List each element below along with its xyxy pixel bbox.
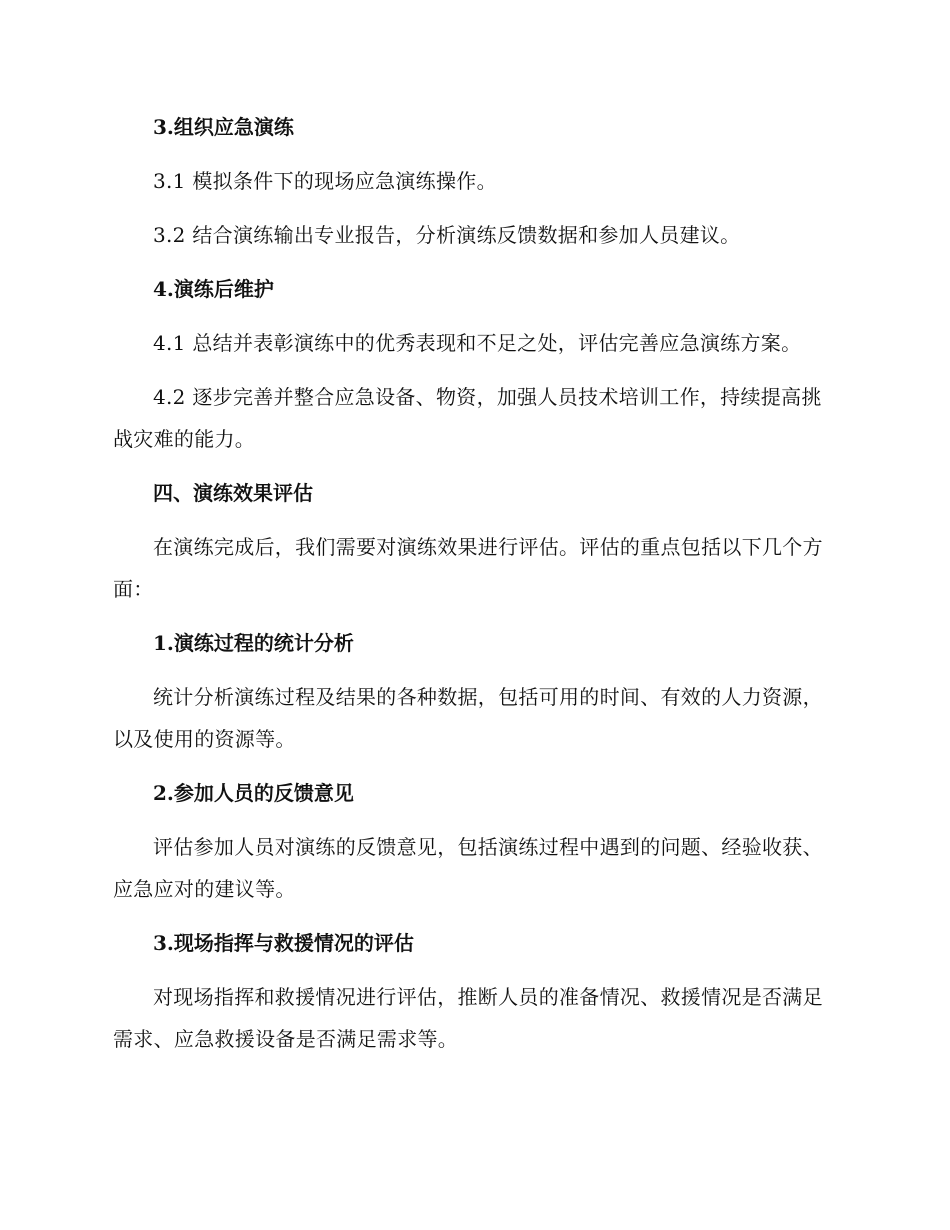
paragraph-4-1: 4.1 总结并表彰演练中的优秀表现和不足之处，评估完善应急演练方案。	[153, 331, 802, 355]
section-heading-post-drill-maintenance: 4.演练后维护	[153, 277, 274, 301]
document-body	[113, 106, 838, 1072]
paragraph-evaluation-intro: 在演练完成后，我们需要对演练效果进行评估。评估的重点包括以下几个方面：	[113, 535, 823, 601]
paragraph-participant-feedback: 评估参加人员对演练的反馈意见，包括演练过程中遇到的问题、经验收获、应急应对的建议等。	[113, 835, 823, 901]
paragraph-4-2: 4.2 逐步完善并整合应急设备、物资，加强人员技术培训工作，持续提高挑战灾难的能力。	[113, 385, 822, 451]
section-heading-drill-evaluation: 四、演练效果评估	[153, 481, 313, 505]
section-heading-command-rescue-evaluation: 3.现场指挥与救援情况的评估	[153, 931, 414, 955]
section-heading-statistical-analysis: 1.演练过程的统计分析	[153, 631, 354, 655]
paragraph-command-rescue-evaluation: 对现场指挥和救援情况进行评估，推断人员的准备情况、救援情况是否满足需求、应急救援设备是否满足需求等。	[113, 985, 823, 1051]
section-heading-organize-drill: 3.组织应急演练	[153, 115, 294, 139]
section-heading-participant-feedback: 2.参加人员的反馈意见	[153, 781, 354, 805]
paragraph-3-2: 3.2 结合演练输出专业报告，分析演练反馈数据和参加人员建议。	[153, 223, 741, 247]
paragraph-statistical-analysis: 统计分析演练过程及结果的各种数据，包括可用的时间、有效的人力资源，以及使用的资源等。	[113, 685, 823, 751]
paragraph-3-1: 3.1 模拟条件下的现场应急演练操作。	[153, 169, 497, 193]
